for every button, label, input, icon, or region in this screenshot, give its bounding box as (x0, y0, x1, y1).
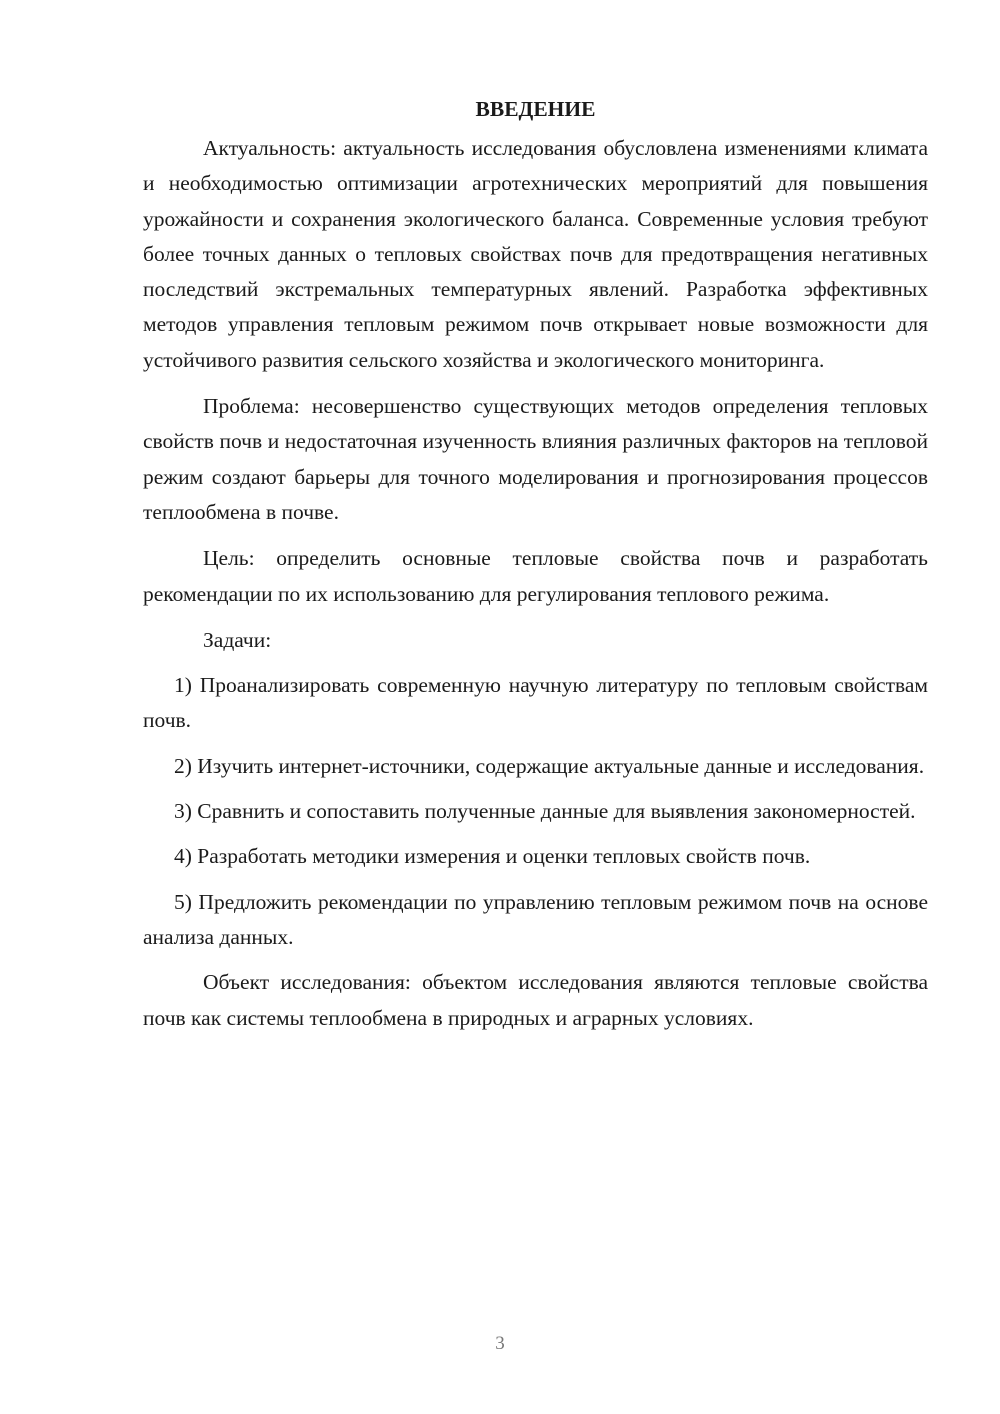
object-paragraph: Объект исследования: объектом исследования являются тепловые свойства почв как системы теплообмена в природных и аграрных условиях. (143, 970, 928, 1030)
document-page (143, 92, 928, 1047)
task-item-5: 5) Предложить рекомендации по управлению тепловым режимом почв на основе анализа данных. (143, 889, 928, 949)
problem-paragraph: Проблема: несовершенство существующих методов определения тепловых свойств почв и недостаточная изученность влияния различных факторов на тепловой режим создают барьеры для точного моделирования и прогнозирования процессов теплообмена в почве. (143, 394, 928, 524)
task-item-2: 2) Изучить интернет-источники, содержащие актуальные данные и исследования. (174, 753, 925, 778)
task-item-1: 1) Проанализировать современную научную литературу по тепловым свойствам почв. (143, 673, 928, 733)
relevance-paragraph: Актуальность: актуальность исследования обусловлена изменениями климата и необходимостью оптимизации агротехнических мероприятий для повышения урожайности и сохранения экологического баланса. Современные условия требуют более точных данных о тепловых свойствах почв для предотвращения негативных последствий экстремальных температурных явлений. Разработка эффективных методов управления тепловым режимом почв открывает новые возможности для устойчивого развития сельского хозяйства и экологического мониторинга. (143, 136, 928, 372)
tasks-heading: Задачи: (203, 627, 272, 652)
page-number: 3 (495, 1333, 505, 1354)
page-title: ВВЕДЕНИЕ (475, 97, 596, 121)
goal-paragraph: Цель: определить основные тепловые свойства почв и разработать рекомендации по их использованию для регулирования теплового режима. (143, 546, 928, 606)
task-item-4: 4) Разработать методики измерения и оценки тепловых свойств почв. (174, 844, 811, 869)
task-item-3: 3) Сравнить и сопоставить полученные данные для выявления закономерностей. (174, 799, 916, 824)
